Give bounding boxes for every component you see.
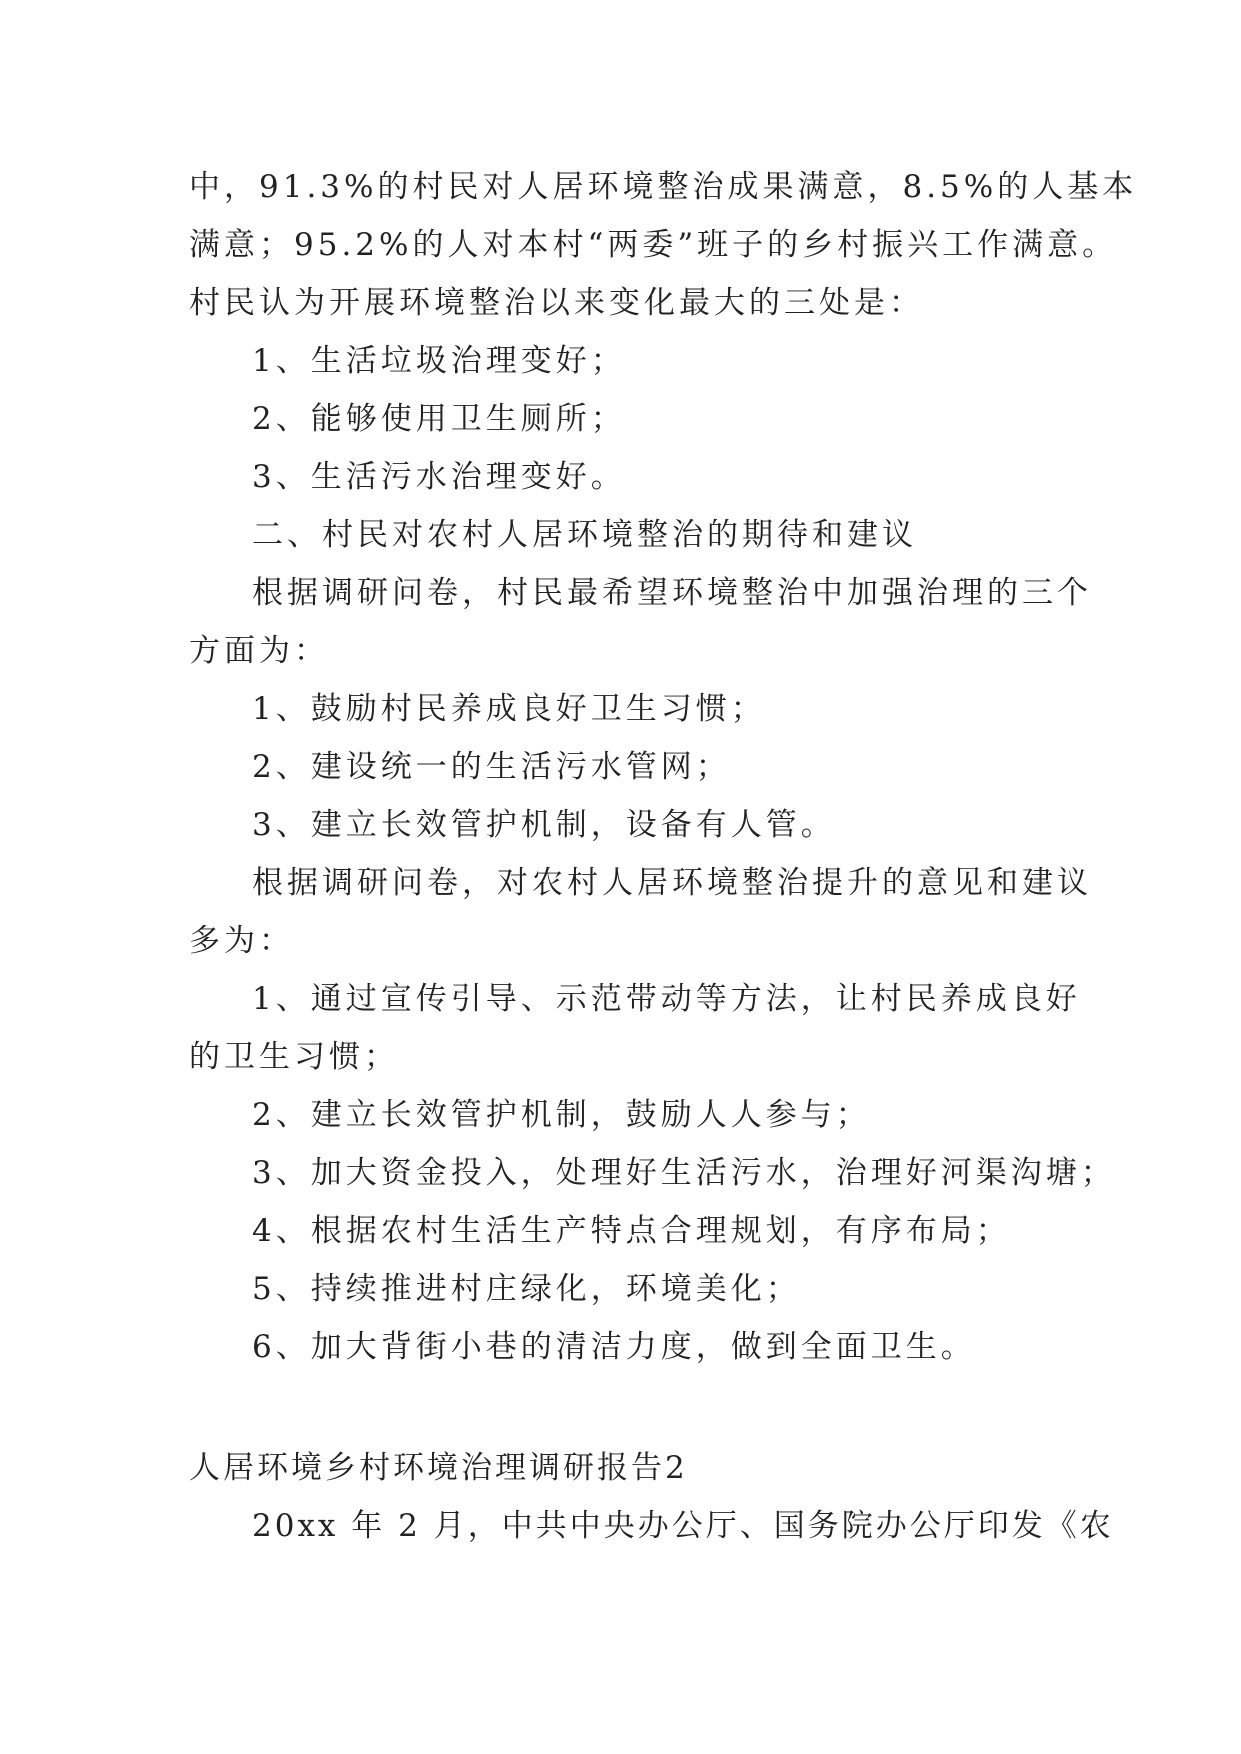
list-item: 6、加大背街小巷的清洁力度，做到全面卫生。 xyxy=(252,1329,976,1365)
paragraph-line: 满意；95.2%的人对本村“两委”班子的乡村振兴工作满意。 xyxy=(189,227,1118,263)
list-item: 的卫生习惯； xyxy=(189,1039,399,1075)
paragraph-line: 多为： xyxy=(189,923,294,959)
list-item: 4、根据农村生活生产特点合理规划，有序布局； xyxy=(252,1213,1011,1249)
paragraph-line: 20xx 年 2 月，中共中央办公厅、国务院办公厅印发《农 xyxy=(252,1508,1114,1544)
list-item: 3、建立长效管护机制，设备有人管。 xyxy=(252,807,836,843)
list-item: 3、加大资金投入，处理好生活污水，治理好河渠沟塘； xyxy=(252,1155,1116,1191)
list-item: 2、建设统一的生活污水管网； xyxy=(252,749,731,785)
list-item: 2、建立长效管护机制，鼓励人人参与； xyxy=(252,1097,871,1133)
list-item: 3、生活污水治理变好。 xyxy=(252,459,626,495)
paragraph-line: 方面为： xyxy=(189,633,329,669)
list-item: 1、生活垃圾治理变好； xyxy=(252,343,626,379)
list-item: 1、通过宣传引导、示范带动等方法，让村民养成良好 xyxy=(252,981,1081,1017)
list-item: 5、持续推进村庄绿化，环境美化； xyxy=(252,1271,801,1307)
paragraph-line: 根据调研问卷，村民最希望环境整治中加强治理的三个 xyxy=(252,575,1092,611)
section-title: 人居环境乡村环境治理调研报告2 xyxy=(189,1450,688,1486)
list-item: 2、能够使用卫生厕所； xyxy=(252,401,626,437)
section-heading: 二、村民对农村人居环境整治的期待和建议 xyxy=(252,517,917,553)
paragraph-line: 村民认为开展环境整治以来变化最大的三处是： xyxy=(189,285,924,321)
list-item: 1、鼓励村民养成良好卫生习惯； xyxy=(252,691,766,727)
paragraph-line: 根据调研问卷，对农村人居环境整治提升的意见和建议 xyxy=(252,865,1092,901)
paragraph-line: 中，91.3%的村民对人居环境整治成果满意，8.5%的人基本 xyxy=(189,169,1138,205)
